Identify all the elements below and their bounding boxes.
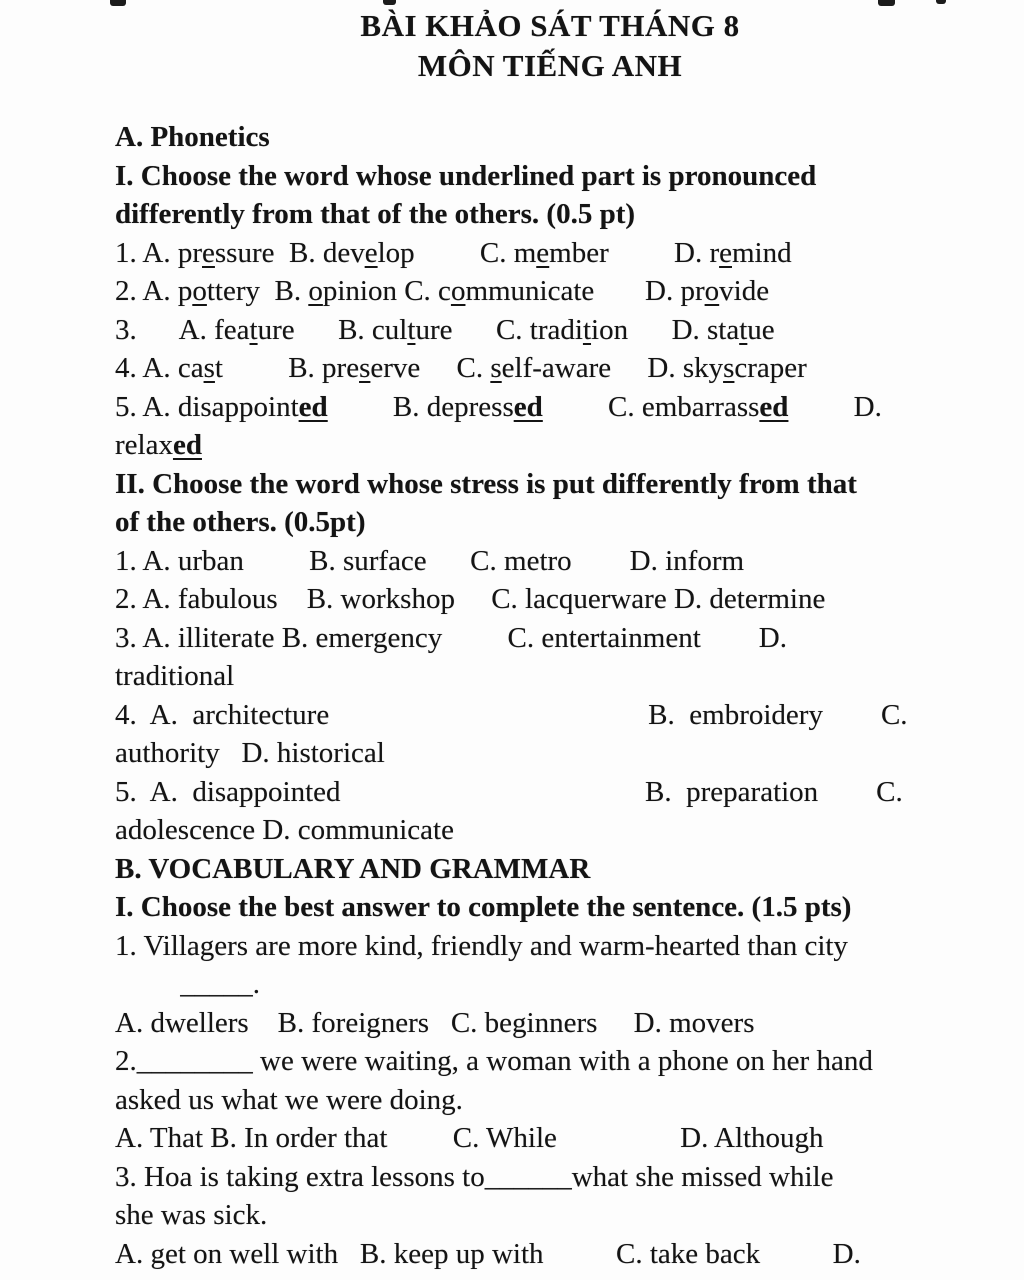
- underlined-part: t: [249, 313, 258, 346]
- title-line-2: MÔN TIẾNG ANH: [417, 48, 683, 83]
- text-line: differently from that of the others. (0.5 pt): [115, 198, 636, 230]
- text-line: asked us what we were doing.: [115, 1083, 463, 1116]
- text-line: 2.________ we were waiting, a woman with a phone on her hand: [115, 1045, 873, 1077]
- text-line: of the others. (0.5pt): [115, 506, 366, 538]
- underlined-part: s: [723, 352, 735, 384]
- text-line: A. That B. In order that C. While D. Although: [115, 1122, 824, 1154]
- underlined-part: s: [359, 352, 371, 384]
- text-line: relaxed: [115, 429, 202, 461]
- underlined-part: ed: [513, 390, 543, 423]
- scan-artifact: [878, 0, 895, 6]
- text-line: A. dwellers B. foreigners C. beginners D. movers: [115, 1006, 755, 1039]
- underlined-part: s: [203, 352, 215, 384]
- underlined-part: e: [536, 236, 550, 269]
- text-line: 4. A. architecture B. embroidery C.: [115, 698, 908, 731]
- underlined-part: e: [202, 236, 215, 269]
- text-line: 2. A. pottery B. opinion C. communicate D. provide: [115, 275, 770, 307]
- text-line: I. Choose the word whose underlined part is pronounced: [115, 159, 817, 192]
- text-line: 5. A. disappointed B. depressed C. embarrassed D.: [115, 390, 882, 423]
- text-line: 1. Villagers are more kind, friendly and warm-hearted than city: [115, 929, 848, 962]
- text-line: traditional: [115, 660, 235, 692]
- text-line: 3. A. feature B. culture C. tradition D. statue: [115, 313, 775, 346]
- underlined-part: o: [450, 275, 466, 307]
- underlined-part: t: [407, 313, 416, 346]
- underlined-part: e: [719, 236, 732, 269]
- underlined-part: o: [308, 275, 323, 307]
- text-line: I. Choose the best answer to complete the sentence. (1.5 pts): [115, 891, 852, 923]
- document-lines: [0, 118, 1024, 1273]
- text-line: authority D. historical: [115, 737, 385, 769]
- underlined-part: ed: [759, 390, 789, 423]
- underlined-part: ed: [298, 390, 328, 423]
- underlined-part: o: [192, 275, 207, 307]
- text-line: she was sick.: [115, 1199, 268, 1231]
- underlined-part: t: [739, 313, 748, 346]
- underlined-part: ed: [172, 429, 202, 461]
- text-line: 3. A. illiterate B. emergency C. entertainment D.: [115, 621, 787, 654]
- text-line: B. VOCABULARY AND GRAMMAR: [115, 852, 591, 885]
- underlined-part: s: [490, 352, 502, 384]
- text-line: 2. A. fabulous B. workshop C. lacquerware D. determine: [115, 583, 826, 615]
- text-line: 1. A. urban B. surface C. metro D. inform: [115, 544, 745, 577]
- underlined-part: e: [364, 236, 378, 269]
- document-title: [0, 6, 1024, 86]
- underlined-part: o: [704, 275, 720, 307]
- text-line: 5. A. disappointed B. preparation C.: [115, 775, 903, 808]
- text-line: A. Phonetics: [115, 121, 270, 153]
- text-line: _____.: [115, 968, 260, 1000]
- text-line: A. get on well with B. keep up with C. take back D.: [115, 1237, 861, 1270]
- text-line: 4. A. cast B. preserve C. self-aware D. skyscraper: [115, 352, 807, 384]
- scan-artifact: [936, 0, 946, 4]
- scan-artifact: [110, 0, 126, 6]
- text-line: 1. A. pressure B. develop C. member D. remind: [115, 236, 792, 269]
- text-line: II. Choose the word whose stress is put differently from that: [115, 467, 857, 500]
- scan-artifact: [383, 0, 396, 5]
- text-line: 3. Hoa is taking extra lessons to______what she missed while: [115, 1160, 834, 1193]
- text-line: adolescence D. communicate: [115, 814, 454, 846]
- underlined-part: t: [582, 313, 592, 346]
- title-line-1: BÀI KHẢO SÁT THÁNG 8: [360, 8, 740, 43]
